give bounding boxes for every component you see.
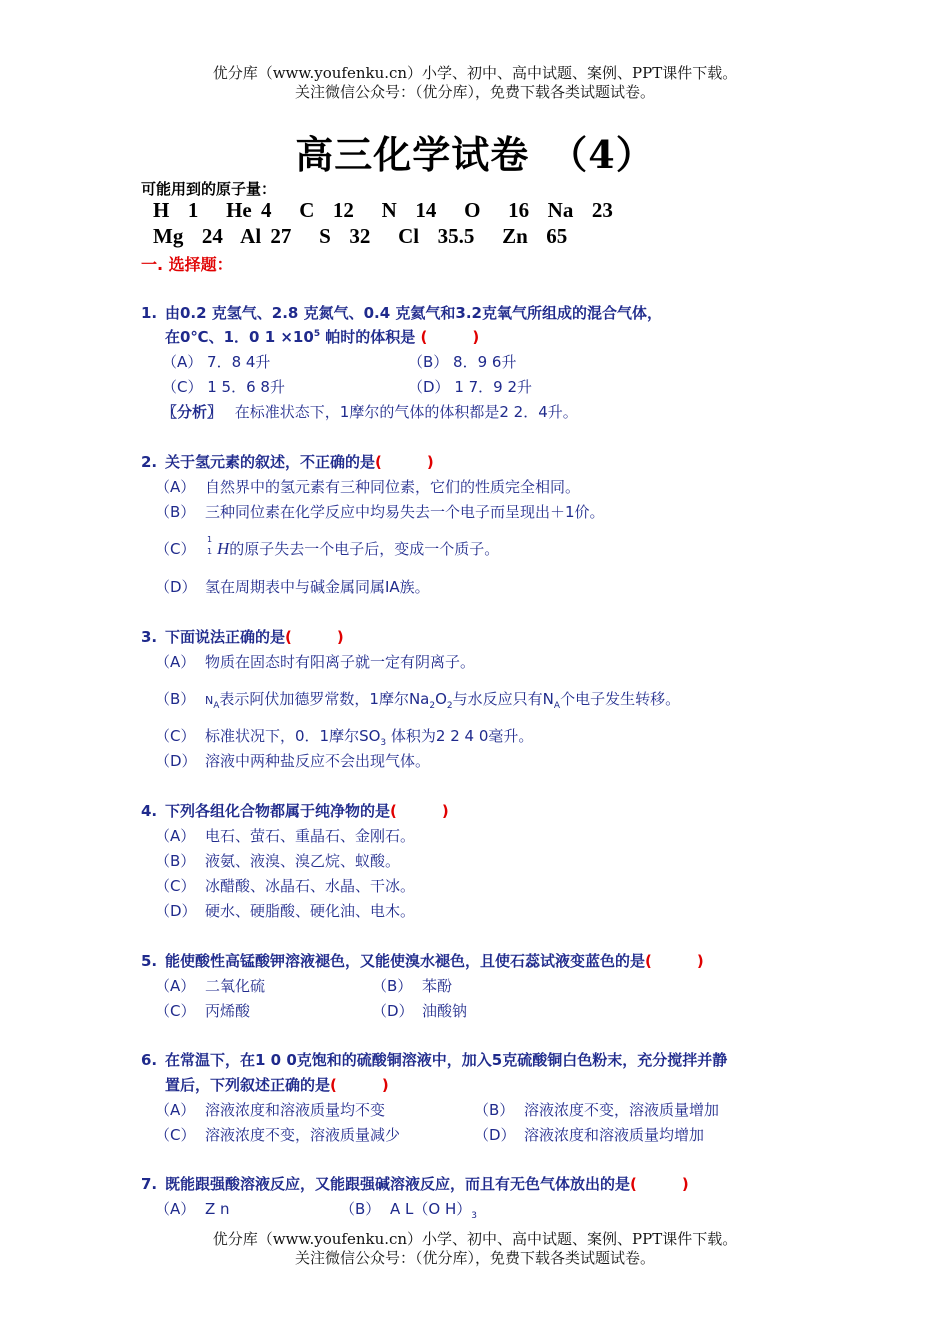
question-text: 由0.2 克氢气、2.8 克氮气、0.4 克氦气和3.2克氧气所组成的混合气体， [165, 304, 662, 322]
atomic-mass-line-2: Mg 24 Al 27 S 32 Cl 35.5 Zn 65 [153, 224, 568, 248]
atomic-mass-label: 可能用到的原子量： [141, 180, 277, 198]
q4-option-b [155, 850, 400, 871]
q1-option-c: （C） 1 5．6 8升 [162, 378, 285, 396]
option-label: （D） [372, 1002, 414, 1020]
option-text: 二氧化硫 [205, 977, 266, 995]
q1-analysis [162, 401, 578, 422]
option-text: 溶液浓度和溶液质量均不变 [205, 1101, 386, 1119]
option-text: 标准状况下，0．1摩尔SO [205, 727, 381, 745]
option-text: 溶液浓度不变，溶液质量减少 [205, 1126, 401, 1144]
question-7 [141, 1173, 689, 1194]
question-number: 7. [141, 1175, 158, 1193]
question-text: 既能跟强酸溶液反应，又能跟强碱溶液反应，而且有无色气体放出的是 [165, 1175, 631, 1193]
q4-option-c [155, 875, 415, 896]
question-6 [141, 1049, 727, 1070]
question-text: 帕时的体积是 [320, 328, 416, 346]
option-label: （C） [155, 877, 196, 895]
atomic-number: 1 [207, 547, 213, 556]
answer-bracket: ( ) [630, 1175, 689, 1193]
answer-bracket: ( ) [330, 1076, 389, 1094]
answer-bracket: ( ) [420, 328, 480, 346]
subscript: A [553, 701, 561, 711]
option-text: Z n [205, 1200, 230, 1218]
question-number: 1. [141, 304, 158, 322]
page-title: 高三化学试卷 （4） [295, 132, 655, 177]
option-text: 溶液中两种盐反应不会出现气体。 [205, 752, 431, 770]
option-text: 物质在固态时有阳离子就一定有阴离子。 [205, 653, 476, 671]
page-footer [0, 1230, 950, 1268]
superscript: 5 [313, 329, 321, 339]
option-text: 氢在周期表中与碱金属同属ⅠA族。 [205, 578, 430, 596]
option-label: （D） [155, 578, 197, 596]
q2-option-b [155, 501, 605, 522]
option-text: 的原子失去一个电子后，变成一个质子。 [229, 540, 500, 558]
option-text: 苯酚 [422, 977, 453, 995]
question-number: 5. [141, 952, 158, 970]
option-text: 表示阿伏加德罗常数，1摩尔Na [219, 690, 430, 708]
atomic-mass-line-1: H 1 He 4 C 12 N 14 O 16 Na 23 [153, 198, 613, 222]
subscript: 3 [380, 738, 387, 748]
option-label: （A） [155, 1101, 196, 1119]
question-number: 2. [141, 453, 158, 471]
option-text: 与水反应只有N [452, 690, 554, 708]
q5-option-c [155, 1000, 250, 1021]
option-text: 油酸钠 [422, 1002, 468, 1020]
subscript: 2 [446, 701, 453, 711]
q5-option-d [372, 1000, 467, 1021]
question-text: 关于氢元素的叙述，不正确的是 [165, 453, 376, 471]
question-6-line-2 [165, 1074, 389, 1095]
header-line-2: 关注微信公众号：（优分库），免费下载各类试题试卷。 [294, 83, 655, 101]
option-text: A L（O H） [390, 1200, 472, 1218]
question-1-line-2 [165, 326, 479, 347]
option-label: （A） [155, 1200, 196, 1218]
q4-option-d [155, 900, 415, 921]
option-label: （B） [340, 1200, 381, 1218]
question-text: 置后，下列叙述正确的是 [165, 1076, 331, 1094]
question-1 [141, 302, 662, 323]
question-text: 在0℃、1．0 1 ×10 [165, 328, 314, 346]
question-number: 6. [141, 1051, 158, 1069]
option-label: （D） [474, 1126, 516, 1144]
q4-option-a [155, 825, 415, 846]
answer-bracket: ( ) [390, 802, 449, 820]
q6-option-a [155, 1099, 385, 1120]
q3-option-b [155, 688, 680, 711]
q6-option-b [474, 1099, 719, 1120]
option-text: 液氨、液溴、溴乙烷、蚁酸。 [205, 852, 401, 870]
option-label: （A） [155, 827, 196, 845]
q7-option-b [340, 1198, 477, 1221]
footer-line-2: 关注微信公众号：（优分库），免费下载各类试题试卷。 [294, 1249, 655, 1267]
question-number: 4. [141, 802, 158, 820]
option-label: （B） [474, 1101, 515, 1119]
question-2 [141, 451, 434, 472]
option-label: （A） [155, 653, 196, 671]
q5-option-b [372, 975, 452, 996]
question-text: 下面说法正确的是 [165, 628, 286, 646]
element-symbol: H [217, 539, 230, 558]
q3-option-d [155, 750, 430, 771]
symbol-n: N [205, 694, 214, 707]
answer-bracket: ( ) [375, 453, 434, 471]
question-text: 能使酸性高锰酸钾溶液褪色，又能使溴水褪色，且使石蕊试液变蓝色的是 [165, 952, 646, 970]
option-label: （B） [155, 690, 196, 708]
question-text: 在常温下，在1 0 0克饱和的硫酸铜溶液中，加入5克硫酸铜白色粉末，充分搅拌并静 [165, 1051, 728, 1069]
q5-option-a [155, 975, 265, 996]
subscript: A [213, 701, 220, 711]
option-label: （B） [155, 852, 196, 870]
section-heading: 一. 选择题： [141, 255, 233, 274]
option-text: 冰醋酸、冰晶石、水晶、干冰。 [205, 877, 416, 895]
option-text: 自然界中的氢元素有三种同位素，它们的性质完全相同。 [205, 478, 581, 496]
q1-option-d: （D） 1 7．9 2升 [408, 378, 533, 396]
subscript: 3 [471, 1211, 477, 1221]
q6-option-c [155, 1124, 400, 1145]
isotope-notation [205, 535, 217, 558]
subscript: 2 [429, 701, 436, 711]
option-text: 电石、萤石、重晶石、金刚石。 [205, 827, 416, 845]
option-text: 体积为2 2 4 0毫升。 [386, 727, 534, 745]
mass-number: 1 [207, 535, 213, 544]
option-label: （D） [155, 902, 197, 920]
answer-bracket: ( ) [285, 628, 344, 646]
q2-option-d [155, 576, 430, 597]
question-3 [141, 626, 344, 647]
option-text: 三种同位素在化学反应中均易失去一个电子而呈现出＋1价。 [205, 503, 605, 521]
analysis-label: 〖分析〗 [162, 403, 223, 421]
question-number: 3. [141, 628, 158, 646]
q7-option-a [155, 1198, 230, 1219]
option-label: （D） [155, 752, 197, 770]
header-line-1: 优分库（www.youfenku.cn）小学、初中、高中试题、案例、PPT课件下载。 [212, 64, 738, 82]
q1-option-a: （A） 7．8 4升 [162, 353, 271, 371]
analysis-text: 在标准状态下，1摩尔的气体的体积都是2 2．4升。 [234, 403, 578, 421]
answer-bracket: ( ) [645, 952, 704, 970]
q1-option-b: （B） 8．9 6升 [408, 353, 517, 371]
symbol-o: O [435, 690, 447, 708]
q2-option-c [155, 535, 500, 559]
q3-option-a [155, 651, 475, 672]
option-label: （C） [155, 727, 196, 745]
option-label: （C） [155, 1126, 196, 1144]
question-text: 下列各组化合物都属于纯净物的是 [165, 802, 391, 820]
option-label: （A） [155, 478, 196, 496]
page-header [0, 64, 950, 102]
question-5 [141, 950, 704, 971]
option-text: 溶液浓度不变，溶液质量增加 [524, 1101, 720, 1119]
option-label: （C） [155, 540, 196, 558]
option-text: 个电子发生转移。 [560, 690, 681, 708]
q2-option-a [155, 476, 580, 497]
q3-option-c [155, 725, 533, 748]
option-text: 溶液浓度和溶液质量均增加 [524, 1126, 705, 1144]
option-label: （B） [155, 503, 196, 521]
question-4 [141, 800, 449, 821]
q6-option-d [474, 1124, 704, 1145]
option-text: 丙烯酸 [205, 1002, 251, 1020]
footer-line-1: 优分库（www.youfenku.cn）小学、初中、高中试题、案例、PPT课件下载。 [212, 1230, 738, 1248]
option-label: （C） [155, 1002, 196, 1020]
option-label: （B） [372, 977, 413, 995]
option-label: （A） [155, 977, 196, 995]
option-text: 硬水、硬脂酸、硬化油、电木。 [205, 902, 416, 920]
